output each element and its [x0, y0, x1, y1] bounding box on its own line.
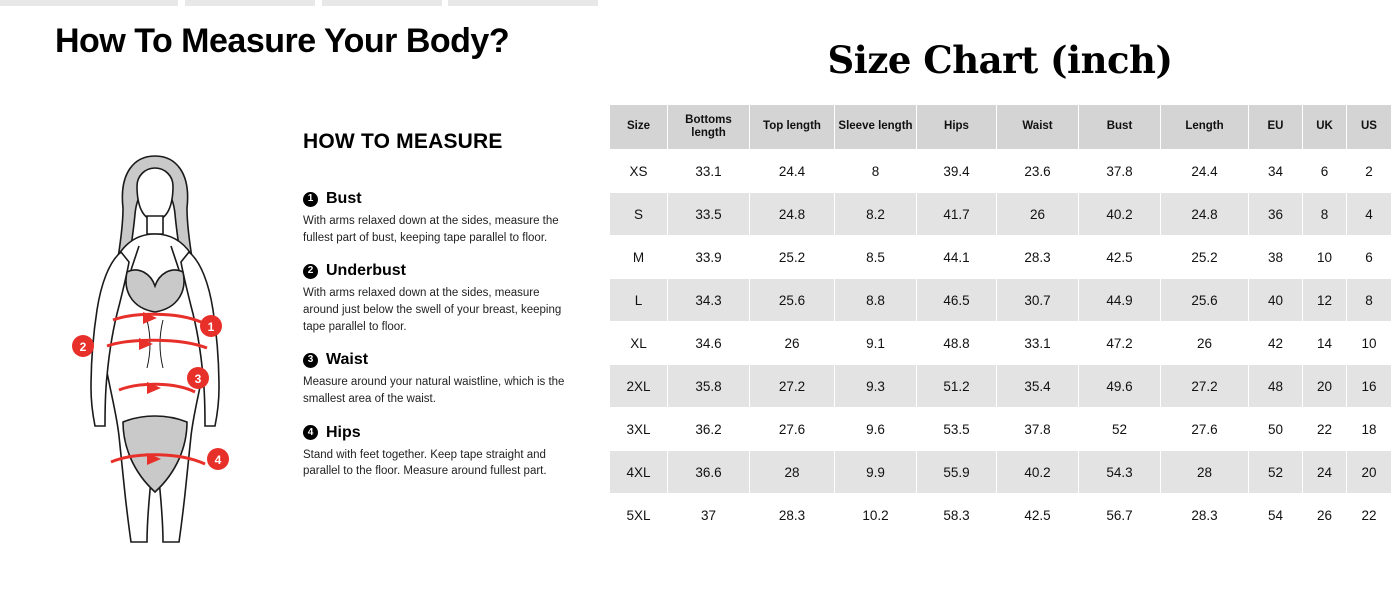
cell: 40.2	[1079, 193, 1161, 236]
cell: 53.5	[917, 408, 997, 451]
cell: S	[610, 193, 668, 236]
cell: 40.2	[997, 451, 1079, 494]
cell: 46.5	[917, 279, 997, 322]
step-number-badge: 4	[303, 425, 318, 440]
column-header-hips: Hips	[917, 105, 997, 150]
cell: 48.8	[917, 322, 997, 365]
cell: 10	[1347, 322, 1392, 365]
cell: 41.7	[917, 193, 997, 236]
cell: 40	[1249, 279, 1303, 322]
cell: 22	[1303, 408, 1347, 451]
measure-description: With arms relaxed down at the sides, measure around just below the swell of your breast, keeping tape parallel to floor.	[303, 287, 562, 333]
table-row	[610, 236, 1392, 279]
cell: 35.8	[668, 365, 750, 408]
cell: 34.6	[668, 322, 750, 365]
cell: 27.2	[750, 365, 835, 408]
cell: 50	[1249, 408, 1303, 451]
column-header-top-length: Top length	[750, 105, 835, 150]
cell: 3XL	[610, 408, 668, 451]
cell: 49.6	[1079, 365, 1161, 408]
measure-description: Stand with feet together. Keep tape straight and parallel to the floor. Measure around fullest part.	[303, 448, 547, 478]
measure-name: Bust	[326, 190, 362, 207]
cell: 37.8	[1079, 150, 1161, 193]
cell: 23.6	[997, 150, 1079, 193]
cell: 27.6	[750, 408, 835, 451]
cell: 12	[1303, 279, 1347, 322]
cell: 44.9	[1079, 279, 1161, 322]
cell: 25.2	[1161, 236, 1249, 279]
cell: L	[610, 279, 668, 322]
cell: 25.2	[750, 236, 835, 279]
list-item	[303, 190, 578, 246]
how-to-measure-panel	[0, 0, 600, 600]
step-number-badge: 1	[303, 192, 318, 207]
cell: 55.9	[917, 451, 997, 494]
cell: 39.4	[917, 150, 997, 193]
cell: 4	[1347, 193, 1392, 236]
step-number-badge: 2	[303, 264, 318, 279]
cell: 18	[1347, 408, 1392, 451]
cell: 52	[1249, 451, 1303, 494]
cell: 9.1	[835, 322, 917, 365]
cell: 10.2	[835, 494, 917, 537]
cell: 20	[1347, 451, 1392, 494]
cell: 27.2	[1161, 365, 1249, 408]
cell: 36.2	[668, 408, 750, 451]
cell: 8	[1303, 193, 1347, 236]
cell: 33.9	[668, 236, 750, 279]
body-diagram	[35, 150, 275, 550]
column-header-bottoms-length: Bottoms length	[668, 105, 750, 150]
cell: 36.6	[668, 451, 750, 494]
table-row	[610, 408, 1392, 451]
cell: 28	[750, 451, 835, 494]
table-header-row	[610, 105, 1392, 150]
measure-instruction-list	[303, 190, 578, 496]
column-header-size: Size	[610, 105, 668, 150]
cell: 42	[1249, 322, 1303, 365]
cell: 54	[1249, 494, 1303, 537]
cell: 51.2	[917, 365, 997, 408]
cell: 47.2	[1079, 322, 1161, 365]
measure-name: Underbust	[326, 262, 406, 280]
cell: 28.3	[750, 494, 835, 537]
cell: M	[610, 236, 668, 279]
svg-text:3: 3	[194, 372, 202, 386]
svg-text:2: 2	[79, 340, 87, 354]
cell: 20	[1303, 365, 1347, 408]
cell: 5XL	[610, 494, 668, 537]
cell: 36	[1249, 193, 1303, 236]
cell: 25.6	[1161, 279, 1249, 322]
table-row	[610, 451, 1392, 494]
cell: 26	[750, 322, 835, 365]
table-row	[610, 322, 1392, 365]
column-header-length: Length	[1161, 105, 1249, 150]
cell: 24.4	[750, 150, 835, 193]
size-chart-panel	[600, 0, 1400, 600]
column-header-bust: Bust	[1079, 105, 1161, 150]
cell: 6	[1347, 236, 1392, 279]
cell: 4XL	[610, 451, 668, 494]
cell: 38	[1249, 236, 1303, 279]
cell: 37.8	[997, 408, 1079, 451]
cell: 33.1	[997, 322, 1079, 365]
cell: 24	[1303, 451, 1347, 494]
cell: 22	[1347, 494, 1392, 537]
cell: 26	[1161, 322, 1249, 365]
cell: 34	[1249, 150, 1303, 193]
cell: 9.3	[835, 365, 917, 408]
cell: 28.3	[1161, 494, 1249, 537]
cell: 8.5	[835, 236, 917, 279]
cell: 2XL	[610, 365, 668, 408]
list-item	[303, 424, 578, 480]
page-title: How To Measure Your Body?	[55, 22, 510, 60]
cell: 33.5	[668, 193, 750, 236]
cell: 24.8	[750, 193, 835, 236]
measure-name: Waist	[326, 351, 369, 369]
section-title: HOW TO MEASURE	[303, 130, 503, 153]
cell: 48	[1249, 365, 1303, 408]
table-row	[610, 494, 1392, 537]
cell: XL	[610, 322, 668, 365]
cell: 35.4	[997, 365, 1079, 408]
table-row	[610, 193, 1392, 236]
cell: 30.7	[997, 279, 1079, 322]
cell: 16	[1347, 365, 1392, 408]
svg-text:1: 1	[207, 320, 215, 334]
cell: 37	[668, 494, 750, 537]
cell: 52	[1079, 408, 1161, 451]
cell: XS	[610, 150, 668, 193]
cell: 24.8	[1161, 193, 1249, 236]
measure-name: Hips	[326, 423, 361, 441]
list-item	[303, 262, 578, 335]
cell: 42.5	[1079, 236, 1161, 279]
cell: 54.3	[1079, 451, 1161, 494]
column-header-eu: EU	[1249, 105, 1303, 150]
table-row	[610, 365, 1392, 408]
table-row	[610, 150, 1392, 193]
cell: 25.6	[750, 279, 835, 322]
cell: 9.6	[835, 408, 917, 451]
table-row	[610, 279, 1392, 322]
cell: 33.1	[668, 150, 750, 193]
cell: 26	[997, 193, 1079, 236]
cell: 14	[1303, 322, 1347, 365]
column-header-sleeve-length: Sleeve length	[835, 105, 917, 150]
size-chart-title: Size Chart (inch)	[827, 38, 1173, 82]
cell: 28.3	[997, 236, 1079, 279]
column-header-uk: UK	[1303, 105, 1347, 150]
cell: 44.1	[917, 236, 997, 279]
cell: 34.3	[668, 279, 750, 322]
svg-text:4: 4	[214, 453, 222, 467]
cell: 8	[835, 150, 917, 193]
cell: 8.8	[835, 279, 917, 322]
cell: 24.4	[1161, 150, 1249, 193]
column-header-us: US	[1347, 105, 1392, 150]
column-header-waist: Waist	[997, 105, 1079, 150]
list-item	[303, 351, 578, 407]
step-number-badge: 3	[303, 353, 318, 368]
cell: 56.7	[1079, 494, 1161, 537]
measure-description: Measure around your natural waistline, which is the smallest area of the waist.	[303, 376, 565, 406]
cell: 2	[1347, 150, 1392, 193]
cell: 27.6	[1161, 408, 1249, 451]
cell: 10	[1303, 236, 1347, 279]
cell: 6	[1303, 150, 1347, 193]
cell: 42.5	[997, 494, 1079, 537]
cell: 9.9	[835, 451, 917, 494]
cell: 28	[1161, 451, 1249, 494]
size-chart-table	[609, 104, 1392, 537]
measure-description: With arms relaxed down at the sides, measure the fullest part of bust, keeping tape parallel to floor.	[303, 215, 559, 244]
cell: 58.3	[917, 494, 997, 537]
cell: 8	[1347, 279, 1392, 322]
cell: 26	[1303, 494, 1347, 537]
cell: 8.2	[835, 193, 917, 236]
